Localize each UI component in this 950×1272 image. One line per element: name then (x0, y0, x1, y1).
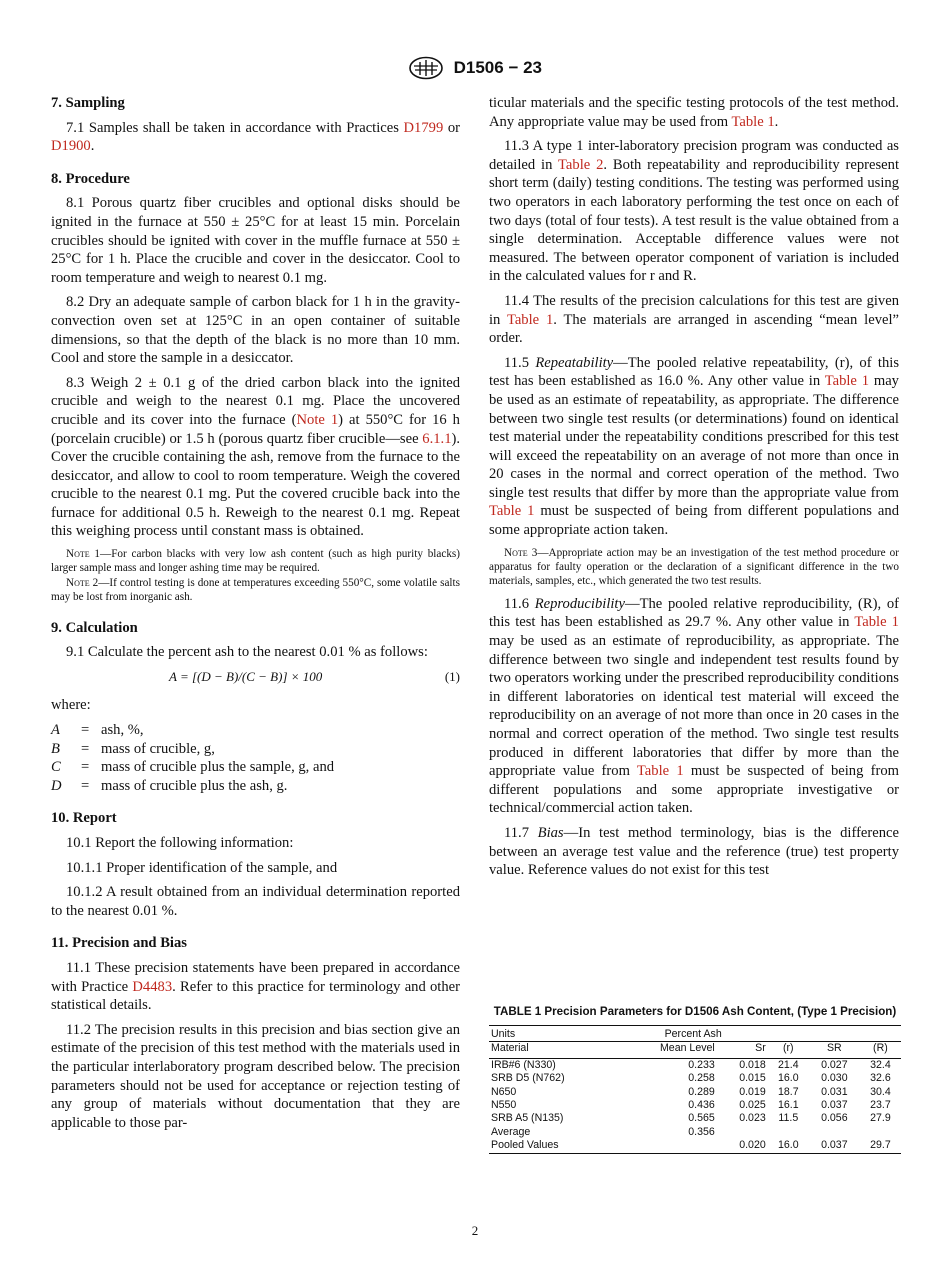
paragraph-11-3 (489, 137, 899, 286)
precision-table (489, 1025, 901, 1154)
note-1 (51, 547, 460, 576)
equation-number: (1) (444, 668, 460, 684)
cell-SR: 0.030 (821, 1072, 848, 1085)
cell-SR: 0.056 (821, 1112, 848, 1125)
paragraph-10-1-2: 10.1.2 A result obtained from an individual determination reported to the nearest 0.01 %. (51, 884, 460, 919)
text: . Both repeatability and reproducibility represent short term (daily) testing conditions. The testing was performed using two operators in each laboratory performing the test once on each of two days (total of four tests). A test result is the value obtained from a single determination. Acceptable difference values were not measured. The between operator component of variation is included in the calculated values for r and R. (489, 156, 899, 285)
table-row (489, 1058, 901, 1072)
text: 11.6 (504, 595, 535, 612)
cell-SR: 0.027 (821, 1058, 848, 1071)
text: 8.3 Weigh 2 ± 0.1 g of the dried carbon black into the ignited crucible and weigh to the nearest 0.1 mg. Place the uncovered crucible and its cover into the furnace ( (51, 374, 460, 428)
paragraph-8-2: 8.2 Dry an adequate sample of carbon black for 1 h in the gravity-convection oven set at 125°C in an open container of suitable dimensions, so that the depth of the black is no more than 10 mm. Cool and store the sample in a desiccator. (51, 294, 460, 367)
section-9-heading: 9. Calculation (51, 619, 138, 636)
note-text: —If control testing is done at temperatures exceeding 550°C, some volatile salts may be lost from inorganic ash. (51, 576, 460, 604)
link-d1799[interactable]: D1799 (403, 119, 444, 136)
empty-cell (860, 1026, 901, 1042)
text: or (443, 119, 460, 136)
cell-r: 18.7 (777, 1085, 799, 1098)
symbol: D (51, 777, 62, 794)
empty-cell (768, 1026, 809, 1042)
text: 11.5 (504, 354, 536, 371)
link-d1900[interactable]: D1900 (51, 138, 91, 155)
where-item (51, 740, 460, 759)
paragraph-9-1: 9.1 Calculate the percent ash to the nearest 0.01 % as follows: (66, 644, 428, 661)
paragraph-11-2: 11.2 The precision results in this precision and bias section give an estimate of the precision of this test method with the materials used in the particular interlaboratory program described below. The precision parameters should not be used for acceptance or rejection testing of any group of materials without documentation that they are applicable to those par- (51, 1021, 460, 1131)
cell-sr: 0.025 (739, 1099, 766, 1112)
text: 11.7 (504, 825, 538, 841)
column-header-SR: SR (809, 1042, 860, 1058)
table-row (489, 1112, 901, 1125)
term: Bias (537, 825, 564, 841)
definition: mass of crucible, g, (101, 740, 215, 757)
text: must be suspected of being from different populations and some appropriate action taken. (489, 503, 899, 539)
table-units-row (489, 1026, 901, 1042)
note-label: Note 1 (66, 548, 101, 561)
column-header-mean-level: Mean Level (619, 1042, 717, 1058)
cell-r: 16.0 (768, 1139, 809, 1153)
equals: = (81, 777, 90, 794)
table-1 (489, 1005, 901, 1154)
link-table-1[interactable]: Table 1 (824, 373, 870, 390)
text: . Refer to this practice for terminology and other statistical details. (51, 978, 460, 1014)
cell-R: 32.6 (870, 1072, 891, 1085)
link-table-1[interactable]: Table 1 (489, 503, 535, 520)
text: may be used as an estimate of repeatability, as appropriate. The difference between two single test results (or determinations) found on identical test material under the repeatability conditions prescribed for this test will exceed the repeatability on an average of not more than once in 20 cases in the normal and correct operation of the method. Two single test results that differ by more than the appropriate value from (489, 373, 899, 501)
note-2 (51, 576, 460, 605)
note-label: Note 3 (504, 546, 538, 559)
text: may be used as an estimate of reproducibility, as appropriate. The difference between two single and independent test results found by two operators working under the prescribed reproducibility conditions in different laboratories on identical test material will exceed the reproducibility on an average of not more than once in 20 cases in the normal and correct operation of the method. Two single test results produced in different laboratories that differ by more than the appropriate value from (489, 633, 899, 780)
cell-SR: 0.037 (821, 1099, 848, 1112)
paragraph-11-5 (489, 354, 899, 540)
text: ). Cover the crucible containing the ash, remove from the furnace to the desiccator, and allow to cool to room temperature. Weigh the covered crucible to the nearest 0.1 mg. Put the covered crucible back into the furnace for additional 0.5 h. Reweigh to the nearest 0.1 mg. Repeat this weighing process until constant mass is obtained. (51, 430, 460, 540)
note-text: —For carbon blacks with very low ash content (such as high purity blacks) larger sample mass and longer ashing time may be required. (51, 548, 460, 575)
cell-R: 32.4 (870, 1058, 891, 1071)
cell-material: N650 (491, 1085, 517, 1098)
where-label: where: (51, 697, 91, 714)
where-item (51, 758, 460, 777)
text: ticular materials and the specific testing protocols of the test method. Any appropriate value may be used from (489, 95, 899, 130)
link-table-1[interactable]: Table 1 (636, 763, 684, 780)
link-table-1[interactable]: Table 1 (731, 113, 775, 130)
link-6-1-1[interactable]: 6.1.1 (422, 430, 452, 447)
definition: mass of crucible plus the ash, g. (101, 777, 288, 794)
cell-mean-level (619, 1139, 717, 1153)
equation-formula: A = [(D − B)/(C − B)] × 100 (169, 668, 323, 684)
cell-sr: 0.015 (739, 1072, 766, 1085)
cell-mean-level: 0.258 (688, 1072, 715, 1085)
paragraph-10-1: 10.1 Report the following information: (66, 835, 294, 852)
cell-R: 23.7 (870, 1099, 891, 1112)
cell-r: 16.1 (777, 1099, 799, 1112)
link-table-2[interactable]: Table 2 (558, 156, 604, 173)
paragraph-11-7 (489, 824, 899, 880)
link-d4483[interactable]: D4483 (132, 978, 173, 995)
definition: ash, %, (101, 722, 144, 739)
units-value: Percent Ash (619, 1026, 768, 1042)
cell-r (768, 1126, 809, 1139)
cell-material: IRB#6 (N330) (491, 1058, 556, 1071)
cell-SR (809, 1126, 860, 1139)
symbol: B (51, 740, 60, 757)
text: ) at 550°C for 16 h (porcelain crucible) or 1.5 h (porous quartz fiber crucible—see (51, 411, 460, 447)
paragraph-11-6 (489, 595, 899, 818)
note-label: Note 2 (66, 576, 99, 589)
cell-mean-level: 0.233 (688, 1058, 715, 1071)
right-column (489, 94, 899, 886)
cell-material: Average (491, 1125, 531, 1138)
page-header (0, 56, 950, 80)
note-text: —Appropriate action may be an investigation of the test method procedure or apparatus for faulty operation or the declaration of a significant difference in the two materials, samples, etc., which generated the two test results. (489, 546, 900, 588)
section-10-heading: 10. Report (51, 810, 117, 827)
astm-logo-icon (408, 56, 444, 80)
paragraph-8-1: 8.1 Porous quartz fiber crucibles and optional disks should be ignited in the furnace at 550 ± 25°C for at least 15 min. Porcelain crucibles should be ignited with cover in the muffle furnace at 550 ± 25°C for 1 h. Place the crucible and cover in the desiccator. Cool to room temperature and weigh to nearest 0.1 mg. (51, 195, 460, 286)
table-row (489, 1139, 901, 1153)
text: 11.4 The results of the precision calculations for this test are given in (489, 292, 899, 328)
section-11-heading: 11. Precision and Bias (51, 935, 187, 952)
text: —The pooled relative reproducibility, (R), of this test has been established as 29.7 %. Any other value in (489, 595, 899, 631)
text: 7.1 Samples shall be taken in accordance with Practices (66, 119, 404, 136)
where-item (51, 721, 460, 740)
paragraph-8-3 (51, 374, 460, 541)
column-header-R: (R) (860, 1042, 901, 1058)
equals: = (81, 740, 90, 757)
section-8-heading: 8. Procedure (51, 170, 130, 187)
cell-sr: 0.023 (739, 1112, 766, 1125)
column-header-r: (r) (768, 1042, 809, 1058)
table-row (489, 1086, 901, 1099)
text: . The materials are arranged in ascending “mean level” order. (489, 311, 899, 347)
table-row (489, 1072, 901, 1085)
table-title: TABLE 1 Precision Parameters for D1506 Ash Content, (Type 1 Precision) (493, 1005, 897, 1018)
where-item (51, 777, 460, 796)
text: —The pooled relative repeatability, (r), of this test has been established as 16.0 %. Any other value in (489, 354, 900, 390)
term: Reproducibility (534, 595, 625, 612)
cell-sr: 0.018 (739, 1058, 766, 1071)
cell-SR: 0.031 (821, 1085, 848, 1098)
paragraph-11-1 (51, 959, 460, 1015)
cell-r: 16.0 (777, 1072, 799, 1085)
cell-R: 30.4 (870, 1085, 891, 1098)
link-table-1[interactable]: Table 1 (854, 614, 899, 631)
cell-mean-level: 0.436 (688, 1099, 715, 1112)
equals: = (81, 759, 90, 776)
cell-mean-level: 0.356 (688, 1125, 715, 1138)
where-list (51, 721, 460, 795)
section-7-heading: 7. Sampling (51, 95, 125, 111)
column-header-sr: Sr (717, 1042, 768, 1058)
empty-cell (809, 1026, 860, 1042)
cell-sr: 0.020 (717, 1139, 768, 1153)
equals: = (81, 722, 90, 739)
symbol: A (51, 722, 60, 739)
cell-material: SRB D5 (N762) (491, 1072, 565, 1085)
cell-r: 11.5 (778, 1112, 799, 1125)
paragraph-11-2-continued (489, 94, 899, 131)
text: must be suspected of being from different populations and some appropriate investigative or technical/commercial action taken. (489, 763, 899, 817)
column-header-material: Material (489, 1042, 619, 1058)
term: Repeatability (535, 354, 614, 371)
cell-material: SRB A5 (N135) (491, 1112, 564, 1125)
cell-mean-level: 0.565 (688, 1112, 715, 1125)
cell-r: 21.4 (777, 1058, 799, 1071)
left-column (51, 94, 460, 1138)
page-number: 2 (471, 1223, 479, 1238)
table-header-row (489, 1042, 901, 1058)
text: . (774, 113, 779, 130)
cell-R: 29.7 (860, 1139, 901, 1153)
cell-sr: 0.019 (739, 1085, 766, 1098)
symbol: C (51, 759, 61, 776)
document-id: D1506 − 23 (453, 57, 543, 77)
text: 11.3 A type 1 inter-laboratory precision program was conducted as detailed in (489, 138, 899, 173)
link-table-1[interactable]: Table 1 (506, 311, 554, 328)
table-row (489, 1099, 901, 1112)
text: . (90, 138, 95, 155)
paragraph-11-4 (489, 292, 899, 348)
units-label: Units (489, 1026, 619, 1042)
equation-1 (51, 668, 460, 687)
text: —In test method terminology, bias is the difference between an average test value and the reference (true) test property value. Reference values do not exist for this test (489, 825, 899, 879)
link-note-1[interactable]: Note 1 (296, 411, 339, 428)
table-row (489, 1126, 901, 1139)
note-3 (489, 546, 899, 589)
definition: mass of crucible plus the sample, g, and (101, 759, 335, 776)
paragraph-7-1 (51, 119, 460, 156)
cell-mean-level: 0.289 (688, 1085, 715, 1098)
cell-SR: 0.037 (809, 1139, 860, 1153)
cell-material: Pooled Values (489, 1139, 619, 1153)
text: 11.1 These precision statements have been prepared in accordance with Practice (51, 960, 460, 995)
cell-R (860, 1126, 901, 1139)
cell-material: N550 (491, 1099, 517, 1112)
paragraph-10-1-1: 10.1.1 Proper identification of the sample, and (66, 859, 338, 876)
cell-sr (717, 1126, 768, 1139)
cell-R: 27.9 (870, 1112, 891, 1125)
